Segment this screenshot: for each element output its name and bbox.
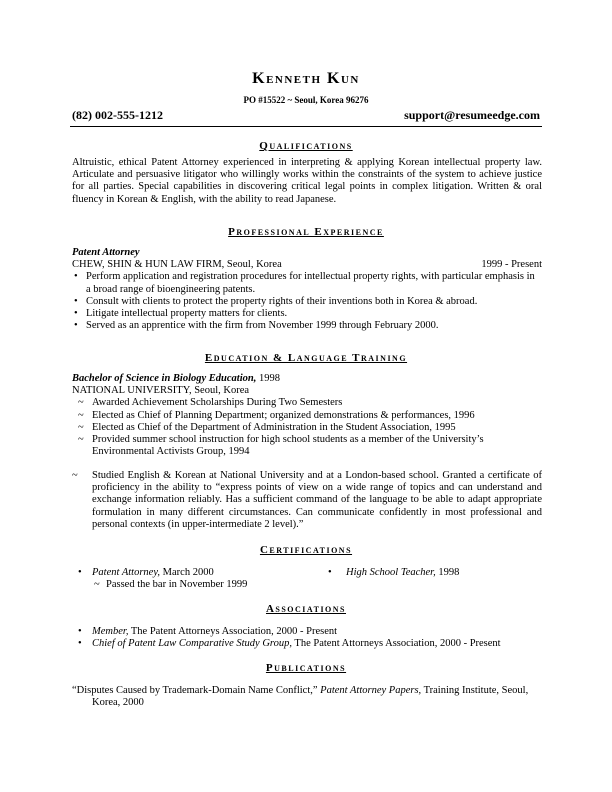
- certifications-heading: Certifications: [259, 544, 353, 556]
- list-item: ~ Provided summer school instruction for high school students as a member of the University’s Environmental Activists Group, 1994: [78, 434, 484, 458]
- certification-date: 1998: [435, 567, 460, 578]
- job-title: Patent Attorney: [72, 247, 140, 258]
- candidate-name: Kenneth Kun: [252, 70, 360, 87]
- publication-journal: Patent Attorney Papers,: [320, 685, 422, 696]
- certification-item: [76, 567, 306, 591]
- qualifications-heading: Qualifications: [259, 140, 353, 152]
- job-firm: CHEW, SHIN & HUN LAW FIRM, Seoul, Korea: [72, 259, 282, 271]
- bullet-icon: •: [74, 271, 78, 283]
- bullet-icon: •: [78, 638, 82, 650]
- list-item: • Chief of Patent Law Comparative Study Group, The Patent Attorneys Association, 2000 - Present: [78, 638, 501, 650]
- phone-number: (82) 002-555-1212: [72, 108, 163, 122]
- header-divider: [70, 126, 542, 127]
- email-address[interactable]: support@resumeedge.com: [404, 108, 540, 122]
- tilde-icon: ~: [78, 409, 84, 421]
- list-item: • Perform application and registration procedures for intellectual property rights, with particular emphasis in a broad range of bioengineering patents.: [74, 271, 535, 295]
- list-item: • Consult with clients to protect the property rights of their inventions both in Korea & abroad.: [74, 295, 478, 307]
- publication-entry: [72, 685, 534, 709]
- publication-title: “Disputes Caused by Trademark-Domain Name Conflict,”: [72, 685, 321, 696]
- certification-title: High School Teacher,: [346, 567, 436, 578]
- degree-title: Bachelor of Science in Biology Education,: [72, 373, 257, 384]
- list-item: • Served as an apprentice with the firm from November 1999 through February 2000.: [74, 320, 439, 332]
- publications-heading: Publications: [265, 662, 347, 674]
- degree-line: [72, 373, 542, 385]
- job-dates: 1999 - Present: [481, 259, 542, 271]
- school-name: NATIONAL UNIVERSITY, Seoul, Korea: [72, 385, 250, 397]
- certification-item: [326, 567, 542, 579]
- education-section: [72, 373, 542, 458]
- list-item: ~ Elected as Chief of the Department of Administration in the Student Association, 1995: [78, 421, 456, 433]
- experience-section: [72, 247, 542, 332]
- associations-list: [76, 626, 544, 650]
- qualifications-text: Altruistic, ethical Patent Attorney experienced in interpreting & applying Korean intellectual property law. Articulate and persuasive litigator who willingly works within the constraints of the system to achieve justice for all parties. Special capabilities in discovering critical legal points in complex litigation. Written & oral fluency in Korean & English, with the ability to read Japanese.: [72, 157, 542, 205]
- tilde-icon: ~: [78, 397, 84, 409]
- tilde-icon: ~: [72, 470, 78, 481]
- experience-heading: Professional Experience: [228, 226, 384, 238]
- bullet-icon: •: [328, 567, 332, 578]
- bullet-icon: •: [78, 567, 82, 578]
- list-item: • Litigate intellectual property matters for clients.: [74, 308, 288, 320]
- tilde-icon: ~: [78, 434, 84, 446]
- education-heading: Education & Language Training: [204, 352, 408, 364]
- list-item: • Member, The Patent Attorneys Association, 2000 - Present: [78, 626, 338, 637]
- tilde-icon: ~: [78, 421, 84, 433]
- certification-note: Passed the bar in November 1999: [106, 579, 248, 591]
- bullet-icon: •: [74, 320, 78, 332]
- language-text: Studied English & Korean at National University and at a London-based school. Granted a certificate of proficiency in the ability to “express points of view on a wide range of topics and can understand and exchange information reliably. Has a sufficient command of the language to be able to adapt appropriate formulation in many different circumstances. Can communicate confidently in most professional and personal contexts (in upper-intermediate 2 level).”: [92, 470, 542, 530]
- postal-address: PO #15522 ~ Seoul, Korea 96276: [243, 95, 369, 105]
- list-item: ~ Elected as Chief of Planning Department; organized demonstrations & performances, 1996: [78, 409, 475, 421]
- tilde-icon: ~: [94, 579, 100, 591]
- bullet-icon: •: [78, 626, 82, 637]
- certification-title: Patent Attorney,: [92, 567, 161, 578]
- degree-year: 1998: [256, 373, 280, 384]
- list-item: ~ Awarded Achievement Scholarships During Two Semesters: [78, 397, 343, 409]
- certification-date: March 2000: [160, 567, 214, 578]
- bullet-icon: •: [74, 295, 78, 307]
- publication-details: Training Institute, Seoul, Korea, 2000: [92, 685, 529, 709]
- language-training: [72, 470, 542, 531]
- job-employer-row: [72, 259, 542, 271]
- bullet-icon: •: [74, 308, 78, 320]
- associations-heading: Associations: [265, 603, 347, 615]
